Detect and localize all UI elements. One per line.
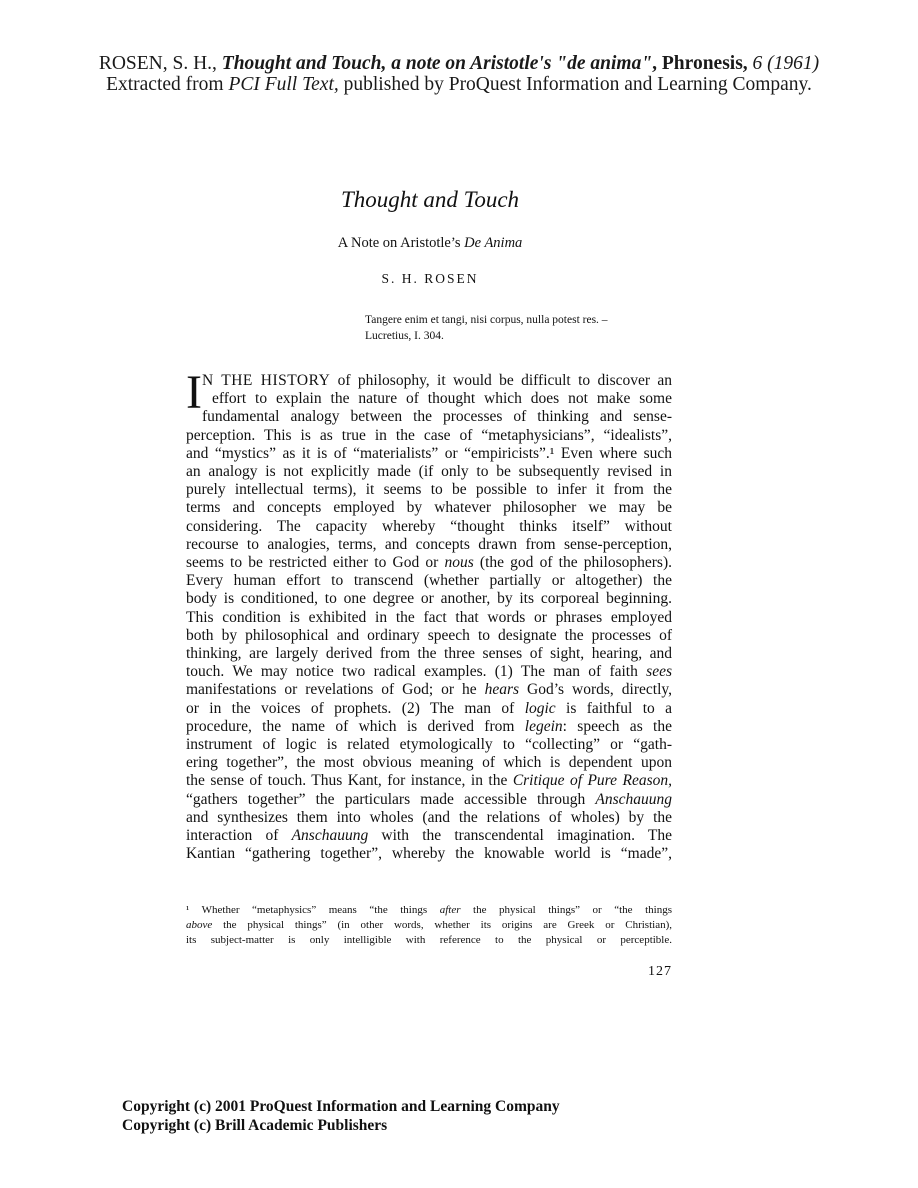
text-run-italic: logic: [524, 699, 556, 717]
citation-header: [0, 53, 918, 95]
citation-line-2: [0, 74, 918, 95]
body-line: fundamental analogy between the processes of thinking and sense-: [202, 408, 672, 426]
article-title: Thought and Touch: [340, 187, 520, 212]
text-run-italic: Anschauung: [595, 790, 672, 808]
text-run-italic: Anschauung: [291, 827, 369, 845]
copyright-line: Copyright (c) 2001 ProQuest Information and Learning Company: [122, 1098, 560, 1115]
body-line: ering together”, the most obvious meaning of which is dependent upon: [186, 754, 672, 772]
article-author: S. H. ROSEN: [381, 271, 479, 286]
copyright-footer: [122, 1097, 560, 1135]
text-run: manifestations or revelations of God; or he: [186, 681, 485, 699]
text-run-italic: above: [186, 918, 213, 931]
text-run: procedure, the name of which is derived from: [186, 717, 525, 735]
text-run: is faithful to a: [555, 699, 672, 717]
body-line: [186, 791, 672, 809]
body-line: effort to explain the nature of thought which does not make some: [212, 390, 672, 408]
body-line: both by philosophical and ordinary speech to designate the processes of: [186, 626, 672, 644]
text-run: interaction of: [186, 827, 292, 845]
footnote-line: [186, 918, 672, 933]
page-number: 127: [648, 964, 672, 979]
text-run: “gathers together” the particulars made accessible through: [186, 790, 596, 808]
subtitle-italic: De Anima: [464, 235, 523, 251]
body-line: Kantian “gathering together”, whereby the knowable world is “made”,: [186, 845, 672, 863]
text-run-italic: nous: [444, 554, 474, 572]
body-line: thinking, are largely derived from the three senses of sight, hearing, and: [186, 645, 672, 663]
citation-line-1: [0, 53, 918, 74]
body-line: purely intellectual terms), it seems to be possible to infer it from the: [186, 481, 672, 499]
text-run: the physical things” or “the things: [460, 904, 672, 916]
text-run-italic: sees: [646, 663, 672, 681]
text-run: : speech as the: [562, 717, 672, 735]
body-line: [186, 663, 672, 681]
text-run: the physical things” (in other words, whether its origins are Greek or Christian),: [212, 918, 672, 931]
subtitle-prefix: A Note on Aristotle’s: [337, 235, 465, 251]
extracted-prefix: Extracted from: [106, 74, 229, 95]
citation-author: ROSEN, S. H.,: [98, 53, 222, 74]
small-caps-opening: N THE HISTORY: [202, 372, 331, 389]
body-line: instrument of logic is related etymologically to “collecting” or “gath-: [186, 736, 672, 754]
text-run: seems to be restricted either to God or: [186, 554, 445, 572]
body-line: and synthesizes them into wholes (and the relations of wholes) by the: [186, 808, 672, 826]
epigraph-citation: Lucretius, I. 304.: [365, 329, 444, 342]
body-line: body is conditioned, to one degree or another, by its corporeal beginning.: [186, 590, 672, 608]
body-line: [186, 718, 672, 736]
epigraph: [365, 313, 685, 344]
text-run: the sense of touch. Thus Kant, for instance, in the: [186, 772, 513, 790]
text-run: of philosophy, it would be difficult to discover an: [330, 372, 673, 389]
body-line: perception. This is as true in the case of “metaphysicians”, “idealists”,: [186, 426, 672, 444]
body-line: recourse to analogies, terms, and concepts drawn from sense-perception,: [186, 535, 672, 553]
text-run-italic: hears: [484, 681, 520, 699]
body-line: [186, 700, 672, 718]
body-line: Every human effort to transcend (whether partially or altogether) the: [186, 572, 672, 590]
footnote-line: its subject-matter is only intelligible with reference to the physical or perceptible.: [186, 933, 672, 946]
extracted-suffix: published by ProQuest Information and Learning Company.: [338, 74, 812, 95]
text-run: touch. We may notice two radical examples. (1) The man of faith: [186, 663, 647, 681]
citation-journal: , Phronesis,: [652, 53, 753, 74]
text-run: with the transcendental imagination. The: [368, 827, 672, 845]
epigraph-line: Tangere enim et tangi, nisi corpus, nulla potest res. –: [365, 314, 608, 326]
body-line: [186, 827, 672, 845]
body-line: This condition is exhibited in the fact that words or phrases employed: [186, 608, 672, 626]
body-line: an analogy is not explicitly made (if only to be subsequently revised in: [186, 463, 672, 481]
citation-source: PCI Full Text,: [228, 74, 339, 95]
body-line: and “mystics” as it is of “materialists” or “empiricists”.¹ Even where such: [186, 444, 672, 462]
body-line: [186, 372, 672, 390]
body-line: terms and concepts employed by whatever philosopher we may be: [186, 499, 672, 517]
text-run: ¹ Whether “metaphysics” means “the things: [186, 904, 440, 916]
footnote-line: [186, 903, 672, 918]
body-line: [186, 772, 672, 790]
body-line: considering. The capacity whereby “thought thinks itself” without: [186, 517, 672, 535]
body-text: [186, 366, 673, 863]
citation-title: Thought and Touch, a note on Aristotle's "de anima": [221, 53, 653, 74]
text-run: or in the voices of prophets. (2) The man of: [186, 699, 525, 717]
copyright-line: Copyright (c) Brill Academic Publishers: [122, 1117, 388, 1134]
body-line: [186, 681, 672, 699]
body-line: [186, 554, 672, 572]
article-subtitle: [180, 234, 680, 252]
text-run: (the god of the philosophers).: [473, 554, 672, 572]
text-run-italic: Critique of Pure Reason,: [512, 772, 672, 790]
text-run: God’s words, directly,: [519, 681, 672, 699]
citation-volume: 6 (1961): [752, 53, 820, 74]
text-run-italic: legein: [524, 717, 563, 735]
drop-cap: I: [186, 366, 202, 419]
text-run-italic: after: [439, 904, 461, 916]
footnote: [186, 903, 672, 947]
